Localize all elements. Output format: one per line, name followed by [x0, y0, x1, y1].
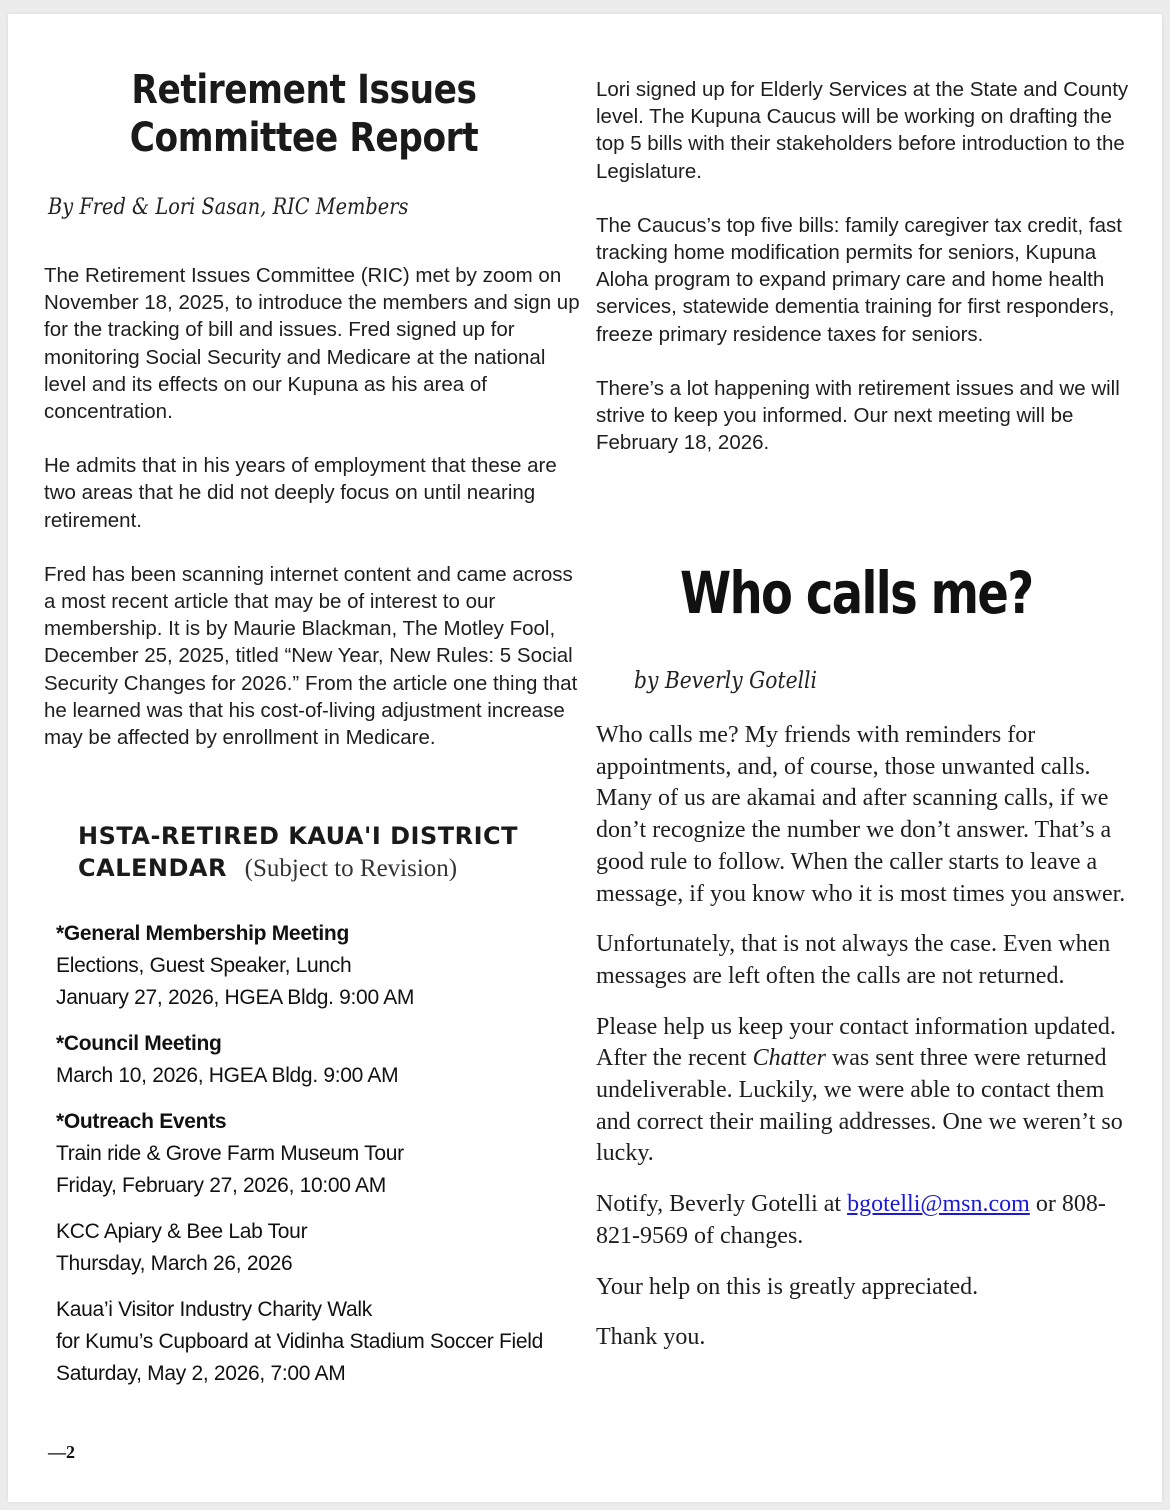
calendar-item-detail: Kaua’i Visitor Industry Charity Walk	[56, 1298, 372, 1321]
text-span: or 808-821-9569 of changes.	[596, 1191, 1106, 1249]
ric-article-body	[44, 262, 584, 778]
calendar-item-date: March 10, 2026, HGEA Bldg. 9:00 AM	[56, 1064, 399, 1087]
ric-paragraph: Fred has been scanning internet content and came across a most recent article that may be of interest to our membership. It is by Maurie Blackman, The Motley Fool, December 25, 2025, titled “New Year, New Rules: 5 Social Security Changes for 2026.” From the article one thing that he learned was that his cost-of-living adjustment increase may be affected by enrollment in Medicare.	[44, 562, 578, 750]
who-calls-byline: by Beverly Gotelli	[634, 668, 817, 694]
calendar-item-date: Friday, February 27, 2026, 10:00 AM	[56, 1174, 386, 1197]
page-number: —2	[48, 1442, 75, 1462]
who-calls-paragraph: Thank you.	[596, 1324, 706, 1351]
ric-article-continued	[596, 76, 1141, 483]
who-calls-paragraph: Your help on this is greatly appreciated.	[596, 1273, 979, 1300]
ric-article-title	[80, 66, 527, 162]
calendar-item-detail: for Kumu’s Cupboard at Vidinha Stadium Soccer Field	[56, 1330, 544, 1353]
ric-title-line-2: Committee Report	[129, 115, 479, 161]
calendar-item-date: Thursday, March 26, 2026	[56, 1252, 293, 1275]
who-calls-paragraph	[596, 1189, 1136, 1252]
newsletter-page	[8, 14, 1162, 1502]
calendar-item-detail: KCC Apiary & Bee Lab Tour	[56, 1220, 308, 1243]
calendar-subtitle: (Subject to Revision)	[244, 855, 458, 882]
ric-paragraph: He admits that in his years of employment that these are two areas that he did not deeply focus on until nearing retirement.	[44, 454, 557, 532]
who-calls-title: Who calls me?	[680, 559, 1033, 627]
calendar-title-word: CALENDAR	[78, 854, 227, 882]
calendar-item-heading: *Outreach Events	[56, 1110, 227, 1133]
ric-paragraph: Lori signed up for Elderly Services at the State and County level. The Kupuna Caucus will be working on drafting the top 5 bills with their stakeholders before introduction to the Legislature.	[596, 78, 1129, 183]
chatter-publication-name: Chatter	[752, 1045, 826, 1072]
who-calls-paragraph: Unfortunately, that is not always the case. Even when messages are left often the calls are not returned.	[596, 931, 1111, 989]
ric-byline: By Fred & Lori Sasan, RIC Members	[48, 195, 409, 220]
calendar-title-line-2	[78, 852, 598, 885]
calendar-item-heading: *General Membership Meeting	[56, 922, 349, 945]
ric-paragraph: The Caucus’s top five bills: family caregiver tax credit, fast tracking home modification permits for seniors, Kupuna Aloha program to expand primary care and home health services, statewide dementia training for first responders, freeze primary residence taxes for seniors.	[596, 213, 1122, 346]
calendar-item-general-meeting	[56, 918, 596, 1014]
calendar-item-council-meeting	[56, 1028, 596, 1092]
who-calls-paragraph: Who calls me? My friends with reminders for appointments, and, of course, those unwanted calls. Many of us are akamai and after scanning calls, if we don’t recognize the number we don’t answer. That’s a good rule to follow. When the caller starts to leave a message, if you know who it is most times you answer.	[596, 722, 1126, 907]
calendar-item-charity-walk	[56, 1294, 596, 1390]
calendar-item-date: January 27, 2026, HGEA Bldg. 9:00 AM	[56, 986, 415, 1009]
text-span: was sent three were returned undeliverable. Luckily, we were able to contact them and correct their mailing addresses. One we weren’t so lucky.	[596, 1045, 1123, 1167]
email-link[interactable]: bgotelli@msn.com	[847, 1191, 1030, 1218]
text-span: Notify, Beverly Gotelli at	[596, 1191, 848, 1218]
calendar-list	[56, 918, 596, 1404]
calendar-item-detail: Elections, Guest Speaker, Lunch	[56, 954, 352, 977]
calendar-item-outreach-train-ride	[56, 1106, 596, 1202]
calendar-item-bee-lab-tour	[56, 1216, 596, 1280]
calendar-item-detail: Train ride & Grove Farm Museum Tour	[56, 1142, 404, 1165]
calendar-item-heading: *Council Meeting	[56, 1032, 222, 1055]
calendar-title-line-1: HSTA-RETIRED KAUA'I DISTRICT	[78, 822, 519, 850]
ric-paragraph: There’s a lot happening with retirement issues and we will strive to keep you informed. Our next meeting will be February 18, 2026.	[596, 376, 1120, 455]
calendar-item-date: Saturday, May 2, 2026, 7:00 AM	[56, 1362, 346, 1385]
who-calls-body	[596, 720, 1136, 1373]
text-span: Please help us keep your contact information updated. After the recent	[596, 1013, 1116, 1072]
ric-paragraph: The Retirement Issues Committee (RIC) met by zoom on November 18, 2025, to introduce the members and sign up for the tracking of bill and issues. Fred signed up for monitoring Social Security and Medicare at the national level and its effects on our Kupuna as his area of concentration.	[44, 264, 580, 424]
who-calls-paragraph	[596, 1012, 1136, 1171]
calendar-title	[78, 820, 598, 885]
ric-title-line-1: Retirement Issues	[131, 67, 477, 113]
